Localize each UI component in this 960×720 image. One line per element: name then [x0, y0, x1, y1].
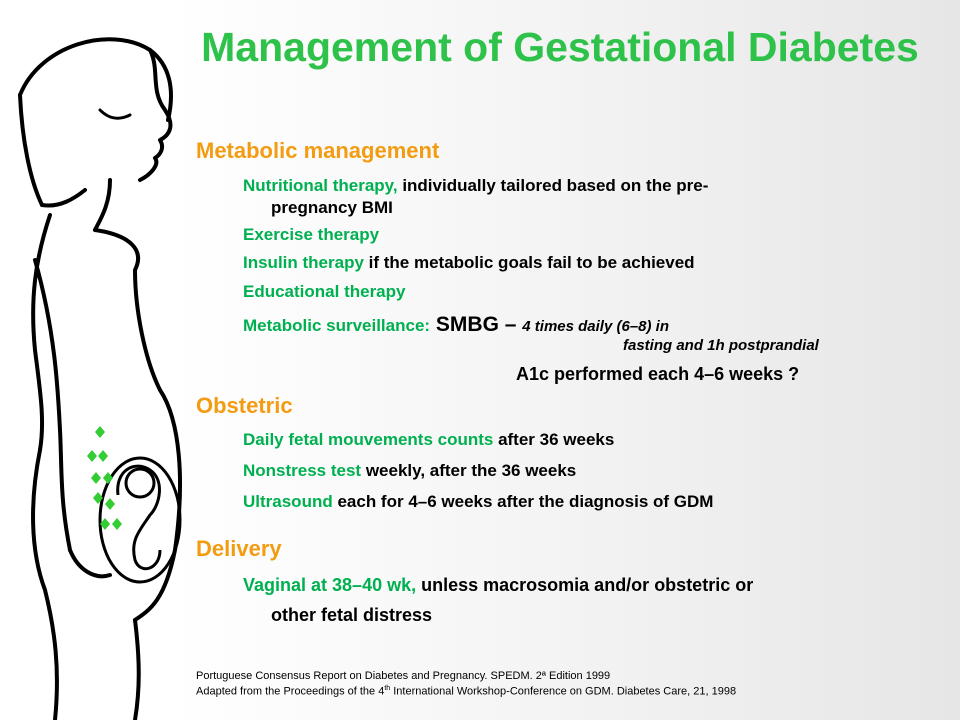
item-text: each for 4–6 weeks after the diagnosis of GDM [332, 492, 714, 511]
reference-text: International Workshop-Conference on GDM. Diabetes Care, 21, 1998 [390, 685, 737, 698]
item-label: Nonstress test [243, 461, 362, 480]
educational-therapy-item: Educational therapy [243, 282, 406, 301]
item-label: Insulin therapy [243, 253, 364, 272]
item-label: Ultrasound [243, 492, 333, 511]
pregnant-woman-illustration [0, 30, 200, 720]
section-heading-delivery: Delivery [196, 536, 282, 561]
reference-text: Adapted from the Proceedings of the 4 [196, 685, 385, 698]
item-text: individually tailored based on the pre- [397, 176, 709, 195]
reference-line-1: Portuguese Consensus Report on Diabetes and Pregnancy. SPEDM. 2ª Edition 1999 [196, 670, 611, 682]
a1c-text: A1c performed each 4–6 weeks ? [516, 364, 800, 384]
nutritional-therapy-item [243, 176, 708, 196]
green-diamonds [87, 426, 122, 530]
item-label: Metabolic surveillance: [243, 316, 431, 335]
nonstress-test-item [243, 461, 576, 481]
item-text: unless macrosomia and/or obstetric or [416, 575, 754, 595]
vaginal-delivery-item [243, 575, 753, 596]
item-label: Nutritional therapy, [243, 176, 398, 195]
smbg-detail: 4 times daily (6–8) in [522, 318, 669, 335]
section-heading-obstetric: Obstetric [196, 393, 293, 418]
smbg-text: SMBG – [430, 313, 523, 336]
reference-line-2 [196, 685, 736, 698]
superscript: th [384, 685, 391, 692]
nutritional-therapy-continuation: pregnancy BMI [271, 198, 393, 217]
vaginal-delivery-continuation: other fetal distress [271, 605, 433, 625]
ultrasound-item [243, 492, 713, 512]
item-label: Daily fetal mouvements counts [243, 430, 494, 449]
item-text: if the metabolic goals fail to be achieved [363, 253, 695, 272]
insulin-therapy-item [243, 253, 695, 273]
section-heading-metabolic: Metabolic management [196, 138, 440, 163]
fetal-movements-item [243, 430, 614, 450]
exercise-therapy-item: Exercise therapy [243, 225, 380, 244]
item-text: after 36 weeks [493, 430, 615, 449]
metabolic-surveillance-item [243, 313, 669, 337]
item-text: weekly, after the 36 weeks [361, 461, 577, 480]
item-label: Vaginal at 38–40 wk, [243, 575, 417, 595]
smbg-detail-continuation: fasting and 1h postprandial [623, 337, 819, 354]
page-title: Management of Gestational Diabetes [201, 24, 919, 70]
